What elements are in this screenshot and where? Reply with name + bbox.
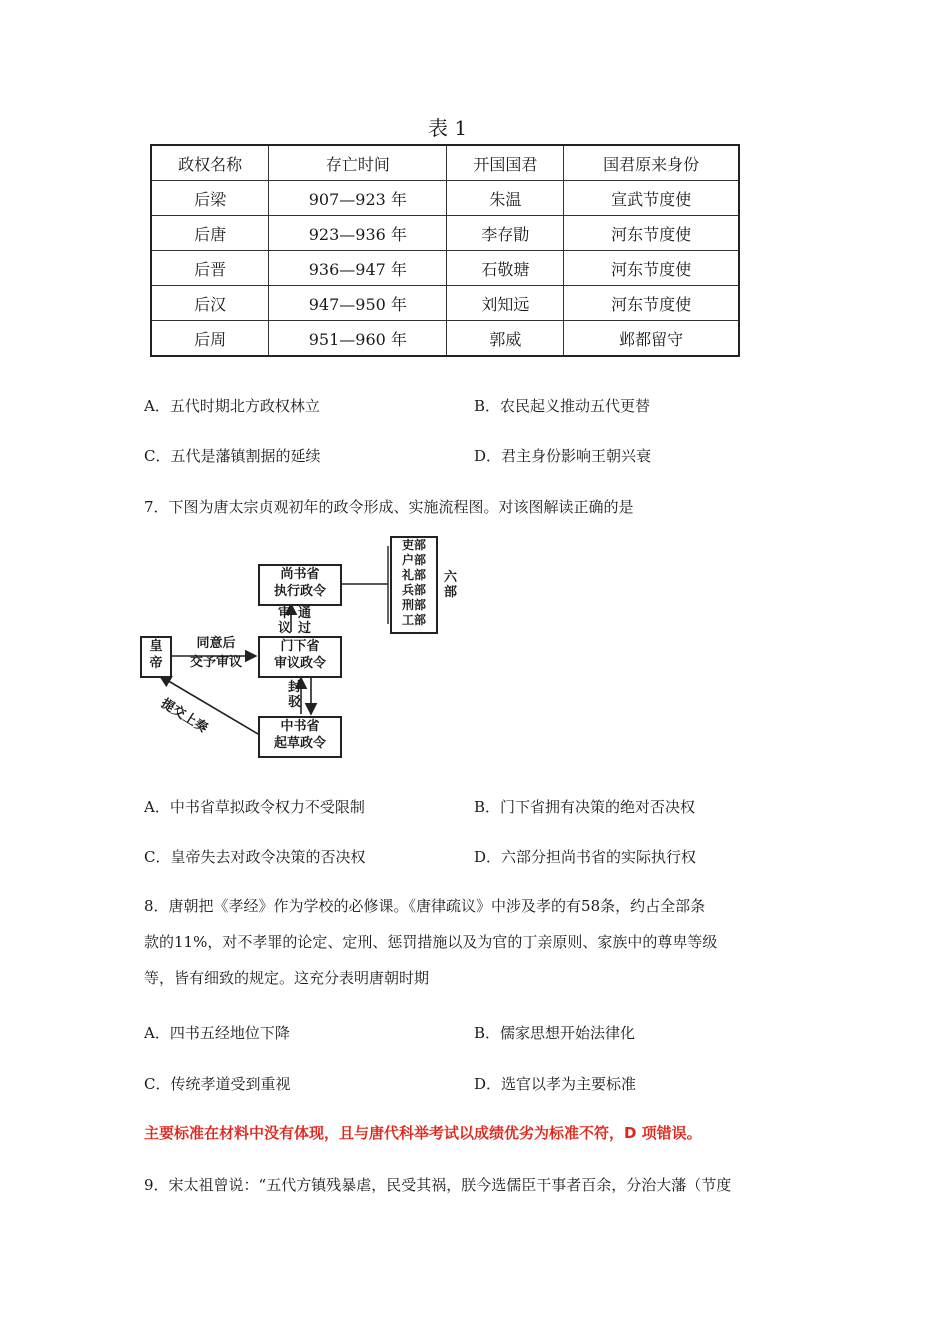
ministry-item: 刑部 (401, 598, 426, 612)
table-row (151, 216, 739, 251)
table-cell: 907—923 年 (269, 181, 447, 216)
table-row (151, 181, 739, 216)
table-cell: 李存勖 (447, 216, 564, 251)
table-row (151, 321, 739, 357)
zhongshu-text: 中书省 (280, 719, 320, 734)
emperor-text: 皇 (149, 639, 163, 654)
table-cell: 后汉 (151, 286, 269, 321)
q8-stem (144, 888, 824, 996)
five-dynasties-table (150, 144, 740, 357)
review-label-char: 议 (278, 621, 292, 636)
menxia-box (258, 636, 342, 678)
column-header: 国君原来身份 (564, 145, 739, 181)
shangshu-text: 尚书省 (280, 567, 320, 582)
tang-decree-flow-diagram (138, 536, 478, 756)
table-cell: 石敬瑭 (447, 251, 564, 286)
six-ministries-box (390, 536, 438, 634)
six-ministries-label-char: 六 (444, 570, 458, 585)
table-cell: 后唐 (151, 216, 269, 251)
menxia-text: 门下省 (280, 639, 320, 654)
table-cell: 郭威 (447, 321, 564, 357)
pass-label-char: 过 (298, 621, 312, 636)
q8-line: 8．唐朝把《孝经》作为学校的必修课。《唐律疏议》中涉及孝的有58条，约占全部条 (144, 897, 706, 915)
ministry-item: 吏部 (401, 538, 426, 552)
table-cell: 邺都留守 (564, 321, 739, 357)
agree-label (180, 636, 252, 670)
column-header: 政权名称 (151, 145, 269, 181)
q7-option-c: C．皇帝失去对政令决策的否决权 (144, 848, 366, 866)
table-caption: 表 1 (428, 116, 468, 140)
column-header: 开国国君 (447, 145, 564, 181)
q9-stem: 9．宋太祖曾说：“五代方镇残暴虐，民受其祸，朕今选儒臣干事者百余，分治大藩（节度 (144, 1176, 732, 1194)
pass-label-char: 通 (298, 606, 312, 621)
emperor-text: 帝 (149, 656, 163, 671)
ministry-item: 礼部 (401, 568, 426, 582)
q7-option-a: A．中书省草拟政令权力不受限制 (144, 798, 365, 816)
reject-label-char: 封 (288, 680, 302, 695)
q8-option-b: B．儒家思想开始法律化 (474, 1024, 636, 1042)
table-cell: 947—950 年 (269, 286, 447, 321)
table-header-row (151, 145, 739, 181)
q8-option-c: C．传统孝道受到重视 (144, 1075, 291, 1093)
table-cell: 后周 (151, 321, 269, 357)
column-header: 存亡时间 (269, 145, 447, 181)
emperor-box (140, 636, 172, 678)
reject-label-char: 驳 (288, 695, 302, 710)
q8-line: 款的11%，对不孝罪的论定、定刑、惩罚措施以及为官的丁亲原则、家族中的尊卑等级 (144, 933, 718, 951)
shangshu-text: 执行政令 (273, 584, 326, 599)
pass-label (298, 606, 311, 636)
table-cell: 后晋 (151, 251, 269, 286)
submit-memorial-label: 提交上奏 (158, 696, 211, 737)
zhongshu-box (258, 716, 342, 758)
q6-option-b: B．农民起义推动五代更替 (474, 397, 651, 415)
zhongshu-text: 起草政令 (273, 736, 326, 751)
ministry-item: 户部 (401, 553, 426, 567)
agree-label-line: 同意后 (196, 636, 236, 651)
q6-option-c: C．五代是藩镇割据的延续 (144, 447, 321, 465)
table-cell: 河东节度使 (564, 251, 739, 286)
q8-option-a: A．四书五经地位下降 (144, 1024, 290, 1042)
table-cell: 951—960 年 (269, 321, 447, 357)
q6-option-a: A．五代时期北方政权林立 (144, 397, 320, 415)
q6-option-d: D．君主身份影响王朝兴衰 (474, 447, 652, 465)
agree-label-line: 交予审议 (189, 655, 242, 670)
reject-label (288, 680, 301, 710)
q7-stem: 7．下图为唐太宗贞观初年的政令形成、实施流程图。对该图解读正确的是 (144, 498, 634, 516)
answer-explanation: 主要标准在材料中没有体现，且与唐代科举考试以成绩优劣为标准不符，D 项错误。 (144, 1124, 702, 1142)
table-row (151, 251, 739, 286)
six-ministries-label-char: 部 (444, 585, 458, 600)
table-cell: 后梁 (151, 181, 269, 216)
q8-line: 等，皆有细致的规定。这充分表明唐朝时期 (144, 969, 430, 987)
q7-option-d: D．六部分担尚书省的实际执行权 (474, 848, 697, 866)
six-ministries-label (444, 570, 457, 600)
q8-option-d: D．选官以孝为主要标准 (474, 1075, 637, 1093)
review-label-char: 审 (278, 606, 292, 621)
table-cell: 宣武节度使 (564, 181, 739, 216)
review-label (278, 606, 291, 636)
ministry-item: 工部 (401, 613, 426, 627)
table-cell: 936—947 年 (269, 251, 447, 286)
q7-option-b: B．门下省拥有决策的绝对否决权 (474, 798, 696, 816)
table-cell: 朱温 (447, 181, 564, 216)
ministry-item: 兵部 (401, 583, 426, 597)
table-cell: 河东节度使 (564, 286, 739, 321)
menxia-text: 审议政令 (273, 656, 326, 671)
table-cell: 923—936 年 (269, 216, 447, 251)
shangshu-box (258, 564, 342, 606)
table-row (151, 286, 739, 321)
table-cell: 刘知远 (447, 286, 564, 321)
table-cell: 河东节度使 (564, 216, 739, 251)
